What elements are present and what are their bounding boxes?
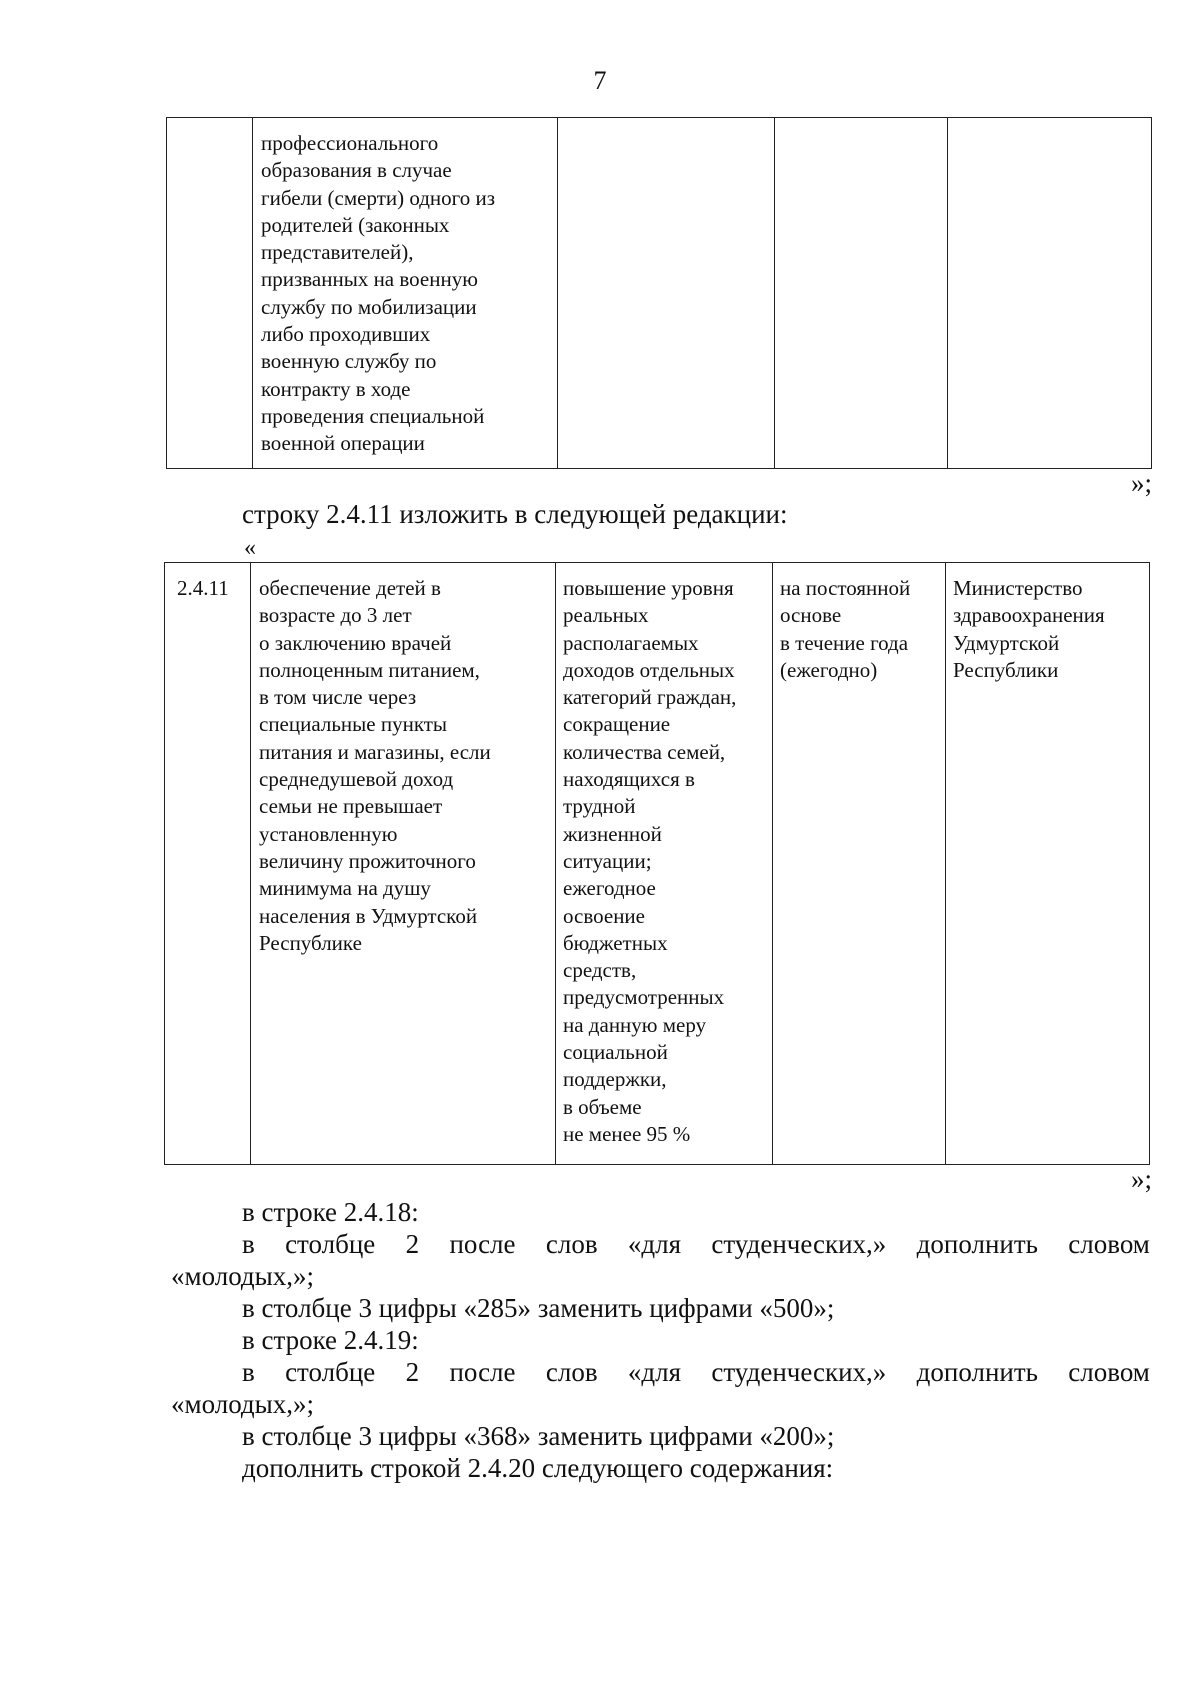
paragraph-justified [242, 1228, 1150, 1260]
text-line: ситуации; [563, 848, 652, 873]
word: после [449, 1229, 516, 1259]
text-line: реальных [563, 603, 649, 628]
text-line: питания и магазины, если [259, 739, 491, 764]
measures-table-row-2-4-11 [164, 562, 1150, 1165]
text-line: о заключению врачей [259, 630, 452, 655]
text-line: здравоохранения [953, 603, 1105, 628]
text-line: не менее 95 % [563, 1121, 691, 1146]
text-line: Республики [953, 657, 1059, 682]
text-line: возрасте до 3 лет [259, 603, 412, 628]
word: словом [1068, 1229, 1150, 1259]
opening-quote: « [244, 535, 256, 561]
text-line: количества семей, [563, 739, 726, 764]
word: «для [627, 1229, 682, 1259]
text-line: категорий граждан, [563, 685, 737, 710]
measures-table-continuation [166, 117, 1152, 469]
paragraph-justified [242, 1356, 1150, 1388]
text-line: находящихся в [563, 767, 695, 792]
word: 2 [405, 1357, 420, 1387]
word: словом [1068, 1357, 1150, 1387]
text-line: профессионального [261, 131, 439, 155]
word: слов [545, 1357, 598, 1387]
word: студенческих,» [711, 1229, 887, 1259]
text-line: контракту в ходе [261, 376, 411, 401]
word: студенческих,» [711, 1357, 887, 1387]
cell-executor [946, 563, 1150, 1165]
cell-measure-name [253, 118, 558, 469]
text-line: гибели (смерти) одного из [261, 185, 496, 210]
cell-number: 2.4.11 [165, 563, 251, 1165]
text-line: военной операции [261, 431, 425, 456]
text-line: жизненной [563, 821, 662, 846]
table-row [165, 563, 1150, 1165]
text-line: проведения специальной [261, 403, 485, 428]
text-line: представителей), [261, 240, 414, 265]
cell-term [775, 118, 948, 469]
text-line: (ежегодно) [780, 657, 878, 682]
text-line: минимума на душу [259, 876, 431, 901]
text-line: либо проходивших [261, 322, 431, 347]
cell-result [558, 118, 775, 469]
instruction-line: строку 2.4.11 изложить в следующей редакции: [242, 499, 788, 529]
cell-term [773, 563, 946, 1165]
text-line: родителей (законных [261, 212, 450, 237]
paragraph: в столбце 3 цифры «285» заменить цифрами «500»; [242, 1293, 835, 1323]
word: «для [627, 1357, 682, 1387]
text-line: повышение уровня [563, 576, 734, 600]
word: дополнить [916, 1229, 1038, 1259]
text-line: средств, [563, 958, 637, 983]
paragraph: в строке 2.4.18: [242, 1197, 419, 1227]
cell-executor [948, 118, 1152, 469]
text-line: Удмуртской [953, 630, 1060, 655]
word: столбце [285, 1229, 376, 1259]
text-line: населения в Удмуртской [259, 903, 478, 928]
text-line: призванных на военную [261, 267, 478, 292]
word: слов [545, 1229, 598, 1259]
text-line: социальной [563, 1040, 668, 1065]
paragraph: в столбце 3 цифры «368» заменить цифрами «200»; [242, 1421, 835, 1451]
text-line: образования в случае [261, 158, 452, 183]
text-line: на данную меру [563, 1012, 707, 1037]
text-line: на постоянной [780, 576, 911, 600]
word: в [242, 1357, 255, 1387]
word: 2 [405, 1229, 420, 1259]
text-line: доходов отдельных [563, 657, 735, 682]
text-line: располагаемых [563, 630, 699, 655]
word: дополнить [916, 1357, 1038, 1387]
text-line: сокращение [563, 712, 671, 737]
word: столбце [285, 1357, 376, 1387]
text-line: установленную [259, 821, 398, 846]
paragraph-continuation: «молодых,»; [171, 1389, 315, 1419]
table-row [167, 118, 1152, 469]
paragraph: дополнить строкой 2.4.20 следующего содержания: [242, 1453, 834, 1483]
word: после [449, 1357, 516, 1387]
text-line: освоение [563, 903, 645, 928]
text-line: службу по мобилизации [261, 294, 477, 319]
text-line: в том числе через [259, 685, 417, 710]
word: в [242, 1229, 255, 1259]
text-line: специальные пункты [259, 712, 448, 737]
cell-number [167, 118, 253, 469]
closing-quote: »; [1130, 1164, 1152, 1194]
text-line: величину прожиточного [259, 848, 476, 873]
text-line: в объеме [563, 1094, 642, 1119]
cell-measure-name [251, 563, 556, 1165]
paragraph: в строке 2.4.19: [242, 1325, 419, 1355]
page-number: 7 [593, 66, 607, 95]
closing-quote: »; [1130, 468, 1152, 498]
text-line: ежегодное [563, 876, 656, 901]
text-line: военную службу по [261, 349, 437, 374]
text-line: Республике [259, 930, 362, 955]
text-line: предусмотренных [563, 985, 725, 1010]
text-line: основе [780, 603, 842, 628]
text-line: в течение года [780, 630, 909, 655]
text-line: Министерство [953, 576, 1083, 600]
cell-result [556, 563, 773, 1165]
text-line: обеспечение детей в [259, 576, 441, 600]
text-line: бюджетных [563, 930, 668, 955]
text-line: поддержки, [563, 1067, 667, 1092]
text-line: трудной [563, 794, 636, 819]
paragraph-continuation: «молодых,»; [171, 1261, 315, 1291]
text-line: семьи не превышает [259, 794, 443, 819]
text-line: среднедушевой доход [259, 767, 454, 792]
text-line: полноценным питанием, [259, 657, 480, 682]
